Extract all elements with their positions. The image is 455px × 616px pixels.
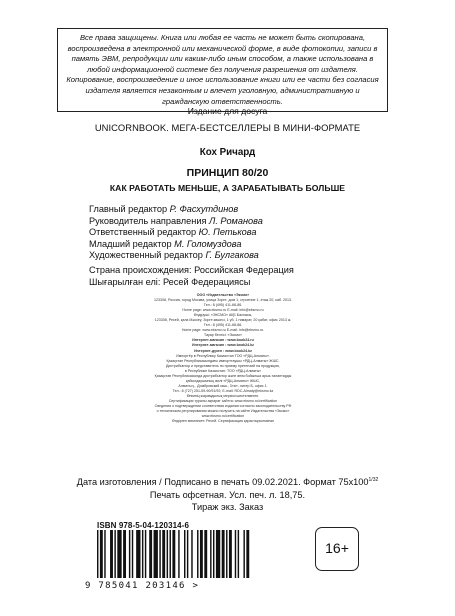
imprint-line: Тел.: 8 (495) 411-68-86. xyxy=(203,303,243,308)
fraction-denominator: 32 xyxy=(372,477,379,483)
barcode-bar xyxy=(159,530,160,578)
imprint-line: Сертификация туралы ақпарат сайтта: www.eksmo.ru/certification xyxy=(168,398,278,403)
credit-line xyxy=(89,239,263,251)
barcode-bar xyxy=(167,530,168,578)
isbn-barcode xyxy=(93,530,269,585)
barcode-bar xyxy=(104,530,105,578)
imprint-line: 123308, Ресей, қала Мәскеу, Зорге көшесі, 1 үй, 1 ғимарат, 20 қабат, офис 2013 ж. xyxy=(154,318,292,323)
copyright-notice-box xyxy=(57,28,388,112)
barcode-bar xyxy=(100,530,103,578)
credit-role: Младший редактор xyxy=(89,238,172,249)
edition-type: Издание для досуга xyxy=(187,106,268,116)
imprint-line: Сведения о подтверждении соответствия издания согласно законодательству РФ xyxy=(154,404,292,409)
imprint-line: www.eksmo.ru/certification xyxy=(201,414,245,419)
barcode-bar xyxy=(178,530,179,578)
copyright-notice: Все права защищены. Книга или любая ее часть не может быть скопирована, воспроизведена в электронной или механической форме, в виде фотокопии, записи в память ЭВМ, репродукции или каким-либо иным способом, а также использована в любой информационной системе без получения разрешения от издателя. Копирование, воспроизведение и иное использование книги или ее части без согласия издателя является незаконным и влечет уголовную, административную и гражданскую ответственность. xyxy=(66,33,379,106)
barcode-bar xyxy=(117,530,121,578)
age-rating-badge: 16+ xyxy=(315,527,359,571)
imprint-line: в Республике Казахстан: ТОО «РДЦ-Алматы» xyxy=(184,368,262,373)
barcode-bar xyxy=(235,530,236,578)
barcode-bar xyxy=(110,530,113,578)
imprint-line: о техническом регулировании можно получить на сайте Издательства «Эксмо» xyxy=(156,409,290,414)
barcode-bar xyxy=(229,530,232,578)
imprint-line: Дистрибьютор и представитель по приему претензий на продукцию, xyxy=(165,363,281,368)
barcode-number: 9 785041 203146 > xyxy=(85,581,200,591)
imprint-line: Тел.: 8 (495) 411-68-86. xyxy=(203,323,243,328)
country-origin-kz: Шығарылған елі: Ресей Федерациясы xyxy=(89,276,251,287)
credit-role: Руководитель направления xyxy=(89,215,207,226)
credit-person: Ю. Петькова xyxy=(198,227,257,238)
format-fraction: 1/32 xyxy=(368,477,379,483)
barcode-bar xyxy=(191,530,192,578)
barcode-bar xyxy=(136,530,140,578)
print-date-text: Дата изготовления / Подписано в печать 09.02.2021. Формат 75х100 xyxy=(76,477,369,488)
barcode-bar xyxy=(243,530,244,578)
barcode-bar xyxy=(213,530,214,578)
book-subtitle: КАК РАБОТАТЬ МЕНЬШЕ, А ЗАРАБАТЫВАТЬ БОЛЬШЕ xyxy=(109,183,346,193)
credit-role: Ответственный редактор xyxy=(89,227,197,238)
imprint-line: Өндірген мемлекет: Ресей. Сертификация қарастырылмаған xyxy=(172,419,274,424)
print-date-format xyxy=(0,474,455,489)
imprint-line: Интернет-магазин : www.book24.kz xyxy=(192,343,254,348)
publisher-imprint xyxy=(110,293,336,424)
barcode-bar xyxy=(210,530,211,578)
credit-person: Р. Фасхутдинов xyxy=(169,204,239,214)
book-title: ПРИНЦИП 80/20 xyxy=(186,167,269,179)
barcode-bar xyxy=(187,530,188,578)
barcode-bar xyxy=(226,530,227,578)
barcode-bar xyxy=(129,530,130,578)
barcode-bar xyxy=(145,530,146,578)
origin-block xyxy=(89,265,294,288)
credit-role: Главный редактор xyxy=(89,204,168,214)
barcode-bar xyxy=(184,530,185,578)
barcode-bar xyxy=(200,530,203,578)
imprint-line: Home page: www.eksmo.ru E-mail: info@eksmo.ru. xyxy=(181,328,265,333)
imprint-line: Өндіруші: «ЭКСМО» АҚБ Баспасы, xyxy=(193,313,253,318)
barcode-bar xyxy=(132,530,133,578)
credit-person: Г. Булгакова xyxy=(205,250,259,261)
imprint-line: Қазақстан Республикасында дистрибьютор және өнім бойынша арыз-талаптарды xyxy=(154,373,292,378)
imprint-line: Тауар белгісі: «Эксмо» xyxy=(204,333,242,338)
fraction-numerator: 1 xyxy=(368,477,372,483)
imprint-line: Өнімнің жарамдылық мерзімі шектелмеген. xyxy=(186,393,260,398)
barcode-bar xyxy=(216,530,220,578)
barcode-bar xyxy=(246,530,249,578)
barcode-bar xyxy=(238,530,239,578)
barcode-bar xyxy=(97,530,98,578)
imprint-line: ООО «Издательство «Эксмо» xyxy=(196,293,250,297)
credit-line xyxy=(89,216,263,228)
barcode-bar xyxy=(154,530,158,578)
credit-role: Художественный редактор xyxy=(89,250,203,261)
credit-line xyxy=(89,204,263,216)
barcode-bar xyxy=(114,530,115,578)
barcode-bar xyxy=(170,530,171,578)
imprint-line: Home page: www.eksmo.ru E-mail: info@eksmo.ru xyxy=(182,308,264,313)
editorial-credits xyxy=(89,204,263,262)
imprint-line: Интернет-дүкен : www.book24.kz xyxy=(194,348,252,353)
series-name: UNICORNBOOK. МЕГА-БЕСТСЕЛЛЕРЫ В МИНИ-ФОРМАТЕ xyxy=(94,122,361,133)
barcode-bar xyxy=(123,530,126,578)
barcode-bar xyxy=(197,530,198,578)
barcode-bar xyxy=(162,530,165,578)
country-origin-ru: Страна происхождения: Российская Федерация xyxy=(89,265,294,275)
imprint-line: 123308, Россия, город Москва, улица Зорге, дом 1, строение 1, этаж 20, каб. 2013. xyxy=(154,298,292,303)
credit-line xyxy=(89,227,263,239)
barcode-bar xyxy=(222,530,225,578)
print-info xyxy=(0,474,455,514)
barcode-bar xyxy=(172,530,175,578)
imprint-line: Интернет-магазин : www.book24.ru xyxy=(192,338,254,343)
imprint-line: қабылдаушының өкілі «РДЦ-Алматы» ЖШС, xyxy=(185,378,261,383)
print-type: Печать офсетная. Усл. печ. л. 18,75. xyxy=(149,489,306,500)
imprint-line: Қазақстан Республикасындағы импорттаушы «РДЦ-Алматы» ЖШС. xyxy=(166,358,280,363)
credit-person: М. Голомуздова xyxy=(174,238,242,249)
imprint-line: Алматы қ., Домбровский көш., 3«а», литер Б, офис 1. xyxy=(178,383,268,388)
credit-line xyxy=(89,250,263,262)
credit-person: Л. Романова xyxy=(209,215,263,226)
print-run: Тираж экз. Заказ xyxy=(191,502,264,513)
imprint-line: Импортёр в Республику Казахстан ТОО «РДЦ-Алматы». xyxy=(176,353,270,358)
author-name: Кох Ричард xyxy=(199,147,256,158)
barcode-bar xyxy=(149,530,152,578)
isbn-label: ISBN 978-5-04-120314-6 xyxy=(97,521,190,530)
barcode-bar xyxy=(204,530,207,578)
barcode-bar xyxy=(142,530,143,578)
imprint-line: Тел.: 8 (727) 251-59-90/91/92; E-mail: RDC-Almaty@eksmo.kz xyxy=(172,388,274,393)
